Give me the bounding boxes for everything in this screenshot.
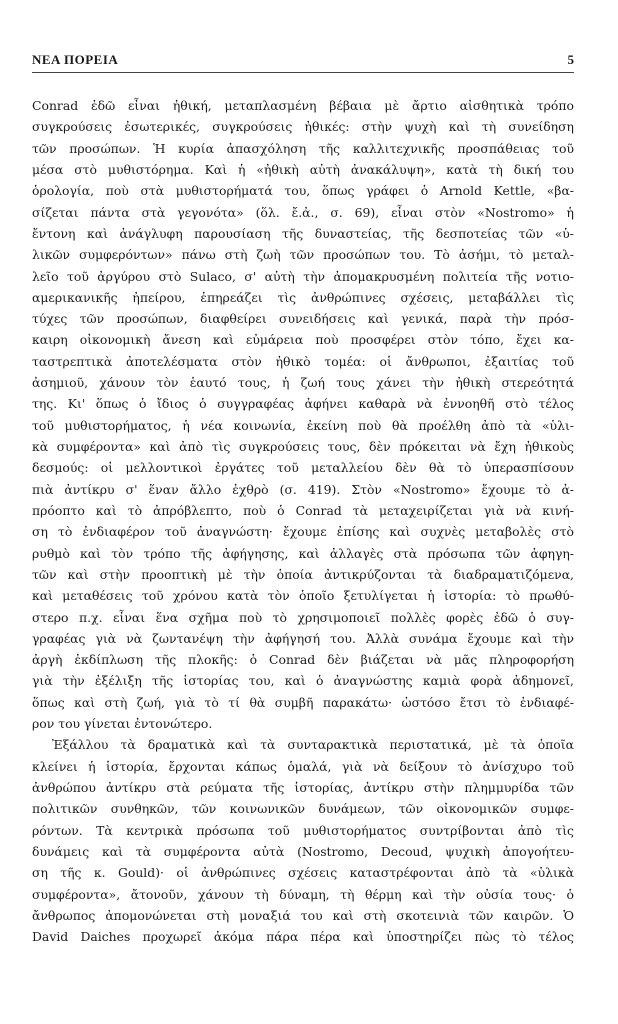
text-line: συμφέροντα», ἄτονοῦν, χάνουν τὴ δύναμη, τὴ θέρμη καὶ τὴν οὐσία τους· ὁ [32,886,574,902]
text-line: γιὰ τὴν ἐξέλιξη τῆς ἱστορίας του, καὶ ὁ ἀναγνώστης καμιὰ φορὰ ἀδημονεῖ, [32,673,574,689]
text-line: Conrad ἐδῶ εἶναι ἠθική, μεταπλασμένη βέβαια μὲ ἄρτιο αἰσθητικὰ τρόπο [32,98,574,113]
text-line: ρυθμὸ καὶ τὸν τρόπο τῆς ἀφήγησης, καὶ ἀλλαγὲς στὰ πρόσωπα τῶν ἀφηγη- [32,545,574,561]
text-line: ση τῆς κ. Gould)· οἱ ἀνθρώπινες σχέσεις καταστρέφονται ἀπὸ τὰ «ὑλικὰ [32,865,574,881]
text-line: κὰ συμφέροντα» καὶ ἀπὸ τὶς συγκρούσεις τους, δὲν πρόκειται νὰ ἔχη ἠθικοὺς [32,439,574,454]
paragraph [32,95,574,734]
text-line: σίζεται πάντα στὰ γεγονότα» (ὅλ. ἔ.ἀ., σ. 69), εἶναι στὸν «Nostromo» ἡ [32,204,574,220]
text-line: καὶ μεταθέσεις τοῦ χρόνου κατὰ τὸν ὁποῖο ξετυλίγεται ἡ ἱστορία: τὸ πρωθύ- [32,588,574,604]
paragraph [32,734,574,947]
text-line: της. Κι' ὅπως ὁ ἴδιος ὁ συγγραφέας ἀφήνει καθαρὰ νὰ ἐννοηθῆ στὸ τέλος [32,396,574,412]
text-line: ρον του γίνεται ἐντονώτερο. [32,716,213,732]
journal-title: ΝΕΑ ΠΟΡΕΙΑ [32,52,119,67]
text-line: Ἐξάλλου τὰ δραματικὰ καὶ τὰ συνταρακτικὰ περιστατικά, μὲ τὰ ὁποῖα [52,737,574,753]
text-line: δεσμούς: οἱ μελλοντικοὶ ἐργάτες τοῦ μεταλλείου δὲν θὰ τὸ ὑπερασπίσουν [32,460,574,476]
text-line: συγκρούσεις ἐσωτερικές, συγκρούσεις ἠθικές: στὴν ψυχὴ καὶ τὴ συνείδηση [32,119,574,135]
text-line: γραφέας γιὰ νὰ ζωντανέψη τὴν ἀφήγησή του. Ἀλλὰ συνάμα ἔχουμε καὶ τὴν [32,630,574,646]
text-line: δυνάμεις καὶ τὰ συμφέροντα αὐτὰ (Nostromo, Decoud, ψυχικὴ ἀπογοήτευ- [32,843,574,859]
text-line: ἀσημιοῦ, χάνουν τὸν ἑαυτό τους, ἡ ζωή τους χάνει τὴν ἠθικὴ στερεότητά [32,375,574,391]
text-line: τοῦ μυθιστορήματος, ἡ νέα κοινωνία, ἐκείνη ποὺ θὰ προέλθη ἀπὸ τὰ «ὑλι- [32,417,574,433]
running-header [32,50,574,73]
text-line: ρόντων. Τὰ κεντρικὰ πρόσωπα τοῦ μυθιστορήματος συντρίβονται ἀπὸ τὶς [32,822,574,838]
text-line: πιὰ ἀντίκρυ σ' ἕναν ἄλλο ἐχθρὸ (σ. 419). Στὸν «Nostromo» ἔχουμε τὸ ἀ- [32,481,574,497]
body-text [32,95,574,948]
text-line: πολιτικῶν συνθηκῶν, τῶν κοινωνικῶν δυνάμεων, τῶν οἰκονομικῶν συμφε- [32,801,574,817]
text-line: ἄνθρωπος ἀπομονώνεται στὴ μοναξιά του καὶ στὴ σκοτεινιὰ τῶν καιρῶν. Ὁ [32,907,574,923]
text-line: τῶν προσώπων. Ἡ κυρία ἀπασχόληση τῆς καλλιτεχνικῆς προσπάθειας τοῦ [32,140,574,156]
text-line: ὅπως καὶ στὴ ζωή, γιὰ τὸ τί θὰ συμβῆ παρακάτω· ὡστόσο ἔτσι τὸ ἐνδιαφέ- [32,694,574,710]
text-line: ση τὸ ἐνδιαφέρον τοῦ ἀναγνώστη· ἔχουμε ἐπίσης καὶ συχνὲς μεταβολὲς στὸ [32,524,574,540]
text-line: κλείνει ἡ ἱστορία, ἔρχονται κάπως ὁμαλά, γιὰ νὰ δείξουν τὸ ἀνίσχυρο τοῦ [32,758,574,774]
text-line: ἔντονη καὶ ἀνάγλυφη παρουσίαση τῆς δυναστείας, τῆς δεσποτείας τῶν «ὑ- [32,225,574,241]
text-line: στερο π.χ. εἶναι ἕνα σχῆμα ποὺ τὸ χρησιμοποιεῖ πολλὲς φορὲς ἐδῶ ὁ συγ- [32,609,574,625]
text-line: πρόοπτο καὶ τὸ ἀπρόβλεπτο, ποὺ ὁ Conrad τὰ μεταχειρίζεται γιὰ νὰ κινή- [32,502,574,518]
text-line: ὁρολογία, ποὺ στὰ μυθιστορήματά του, ὅπως γράφει ὁ Arnold Kettle, «βα- [32,183,574,199]
text-line: αμερικανικῆς ἠπείρου, ἐπηρεάζει τὶς ἀνθρώπινες σχέσεις, μεταβάλλει τὶς [32,289,574,305]
text-line: μέσα στὸ μυθιστόρημα. Καὶ ἡ «ἠθικὴ αὐτὴ ἀνακάλυψη», κατὰ τὴ δική του [32,161,574,177]
text-line: David Daiches προχωρεῖ ἀκόμα πάρα πέρα καὶ ὑποστηρίζει πὼς τὸ τέλος [32,929,574,945]
text-line: καιρη οἰκονομικὴ ἄνεση καὶ εὐμάρεια ποὺ προσφέρει στὸν τόπο, ἔχει κα- [32,332,574,348]
text-line: ἀργὴ ἐκδίπλωση τῆς πλοκῆς: ὁ Conrad δὲν βιάζεται νὰ μᾶς πληροφορήση [32,652,574,668]
text-line: ταστρεπτικὰ ἀποτελέσματα στὸν ἠθικὸ τομέα: οἱ ἄνθρωποι, ἐξαιτίας τοῦ [32,353,574,369]
text-line: λικῶν συμφερόντων» πάνω στὴ ζωὴ τῶν προσώπων του. Τὸ ἀσήμι, τὸ μεταλ- [32,247,574,263]
text-line: τῶν καὶ στὴν προοπτικὴ μὲ τὴν ὁποία ἀντικρύζονται τὰ διαδραματιζόμενα, [32,566,574,582]
page-number: 5 [567,52,574,67]
text-line: τύχες τῶν προσώπων, διαφθείρει συνειδήσεις καὶ γενικά, παρὰ τὴν πρόσ- [32,311,574,327]
text-line: λεῖο τοῦ ἀργύρου στὸ Sulaco, σ' αὐτὴ τὴν ἀπομακρυσμένη πολιτεία τῆς νοτιο- [32,268,574,284]
text-line: ἀνθρώπου ἀντίκρυ στὰ ρεύματα τῆς ἱστορίας, ἀντίκρυ στὴν πλημμυρίδα τῶν [32,780,574,795]
